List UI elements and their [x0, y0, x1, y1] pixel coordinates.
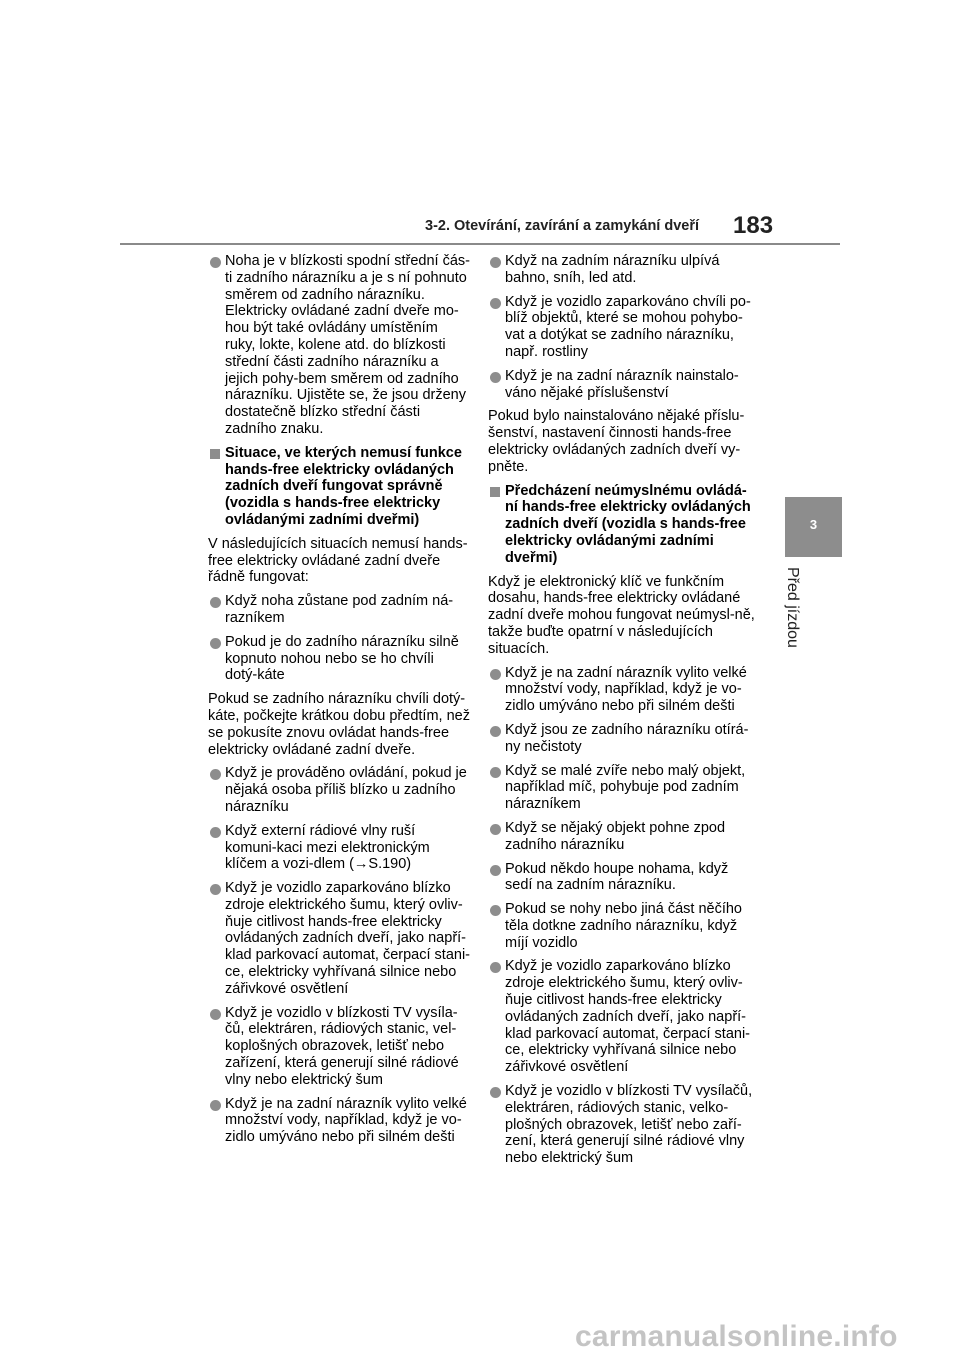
bullet-item [488, 253, 756, 287]
bullet-text: Když je vozidlo zaparkováno chvíli po-blíž objektů, které se mohou pohybo-vat a dotýkat se zadního nárazníku, např. rostliny [505, 293, 751, 360]
bullet-text: Noha je v blízkosti spodní střední čás-ti zadního nárazníku a je s ní pohnuto směrem od zadního nárazníku. Elektricky ovládané zadní dveře mo-hou být také ovládány umístěním ruky, lokte, kolene atd. do blízkosti střední části zadního nárazníku a jejich pohy-bem směrem od zadního nárazníku. Ujistěte se, že jsou drženy dostatečně blízko střední části zadního znaku. [225, 253, 471, 437]
bullet-item [208, 1096, 470, 1146]
bullet-item [488, 763, 756, 813]
bullet-dot-icon [210, 1009, 221, 1020]
bullet-text: Když je na zadní nárazník nainstalo-váno nějaké příslušenství [505, 367, 739, 401]
bullet-dot-icon [210, 597, 221, 608]
bullet-dot-icon [210, 257, 221, 268]
bullet-item [208, 1005, 470, 1089]
bullet-item [488, 861, 756, 895]
paragraph [488, 574, 756, 658]
bullet-text: Pokud někdo houpe nohama, když sedí na zadním nárazníku. [505, 860, 729, 894]
bullet-text: Když se malé zvíře nebo malý objekt, například míč, pohybuje pod zadním nárazníkem [505, 762, 746, 813]
section-title: 3-2. Otevírání, zavírání a zamykání dveří [425, 218, 700, 234]
section-heading [208, 445, 470, 529]
bullet-text: Když je vozidlo zaparkováno blízko zdroje elektrického šumu, který ovliv-ňuje citlivost hands-free elektricky ovládaných zadních dveří, jako napří-klad parkovací automat, čerpací stani-ce, elektricky vyhřívaná silnice nebo zářivkové osvětlení [225, 880, 471, 997]
bullet-item [488, 901, 756, 951]
bullet-dot-icon [490, 726, 501, 737]
bullet-dot-icon [490, 669, 501, 680]
bullet-item [488, 820, 756, 854]
bullet-text: Když je prováděno ovládání, pokud je nějaká osoba příliš blízko u zadního nárazníku [225, 765, 467, 815]
bullet-text: Pokud je do zadního nárazníku silně kopnuto nohou nebo se ho chvíli dotý-káte [225, 633, 459, 684]
section-heading [488, 483, 756, 567]
watermark[interactable]: carmanualsonline.info [575, 1320, 898, 1353]
bullet-item [488, 722, 756, 756]
paragraph [208, 691, 470, 758]
bullet-text: Když je vozidlo v blízkosti TV vysíla-čů, elektráren, rádiových stanic, vel-koplošných obrazovek, letišť nebo zařízení, která generují silné rádiové vlny nebo elektrický šum [225, 1004, 459, 1088]
page-number: 183 [733, 212, 774, 239]
bullet-text: Když na zadním nárazníku ulpívá bahno, sníh, led atd. [505, 253, 720, 286]
para-text: Pokud se zadního nárazníku chvíli dotý-káte, počkejte krátkou dobu předtím, než se pokusíte znovu ovládat hands-free elektricky ovládané zadní dveře. [208, 691, 470, 758]
bullet-item [488, 1083, 756, 1167]
para-text: Pokud bylo nainstalováno nějaké příslu-šenství, nastavení činnosti hands-free elektricky ovládaných zadních dveří vy-pněte. [488, 408, 745, 475]
heading-text: Předcházení neúmyslnému ovládá-ní hands-free elektricky ovládaných zadních dveří (vozidla s hands-free elektricky ovládanými zadními dveřmi) [505, 482, 751, 566]
bullet-text: Když je vozidlo zaparkováno blízko zdroje elektrického šumu, který ovliv-ňuje citlivost hands-free elektricky ovládaných zadních dveří, jako napří-klad parkovací automat, čerpací stani-ce, elektricky vyhřívaná silnice nebo zářivkové osvětlení [505, 958, 751, 1076]
bullet-dot-icon [490, 372, 501, 383]
heading-text: Situace, ve kterých nemusí funkce hands-free elektricky ovládaných zadních dveří fungovat správně (vozidla s hands-free elektricky ovládanými zadními dveřmi) [225, 444, 462, 528]
bullet-dot-icon [490, 298, 501, 309]
bullet-text: Když jsou ze zadního nárazníku otírá-ny nečistoty [505, 721, 749, 755]
bullet-dot-icon [210, 638, 221, 649]
square-marker-icon [490, 487, 500, 497]
left-column [208, 253, 470, 1153]
bullet-text: Když je vozidlo v blízkosti TV vysílačů, elektráren, rádiových stanic, velko-plošných obrazovek, letišť nebo zaří-zení, která generují silné rádiové vlny nebo elektrický šum [505, 1083, 753, 1167]
bullet-dot-icon [210, 827, 221, 838]
bullet-item [208, 253, 470, 438]
bullet-item [488, 958, 756, 1076]
bullet-dot-icon [210, 884, 221, 895]
bullet-text: Pokud se nohy nebo jiná část něčího těla dotkne zadního nárazníku, když míjí vozidlo [505, 901, 742, 951]
bullet-dot-icon [490, 962, 501, 973]
bullet-dot-icon [490, 865, 501, 876]
bullet-dot-icon [490, 824, 501, 835]
bullet-dot-icon [210, 769, 221, 780]
bullet-dot-icon [490, 1087, 501, 1098]
right-column [488, 253, 756, 1174]
bullet-item [208, 765, 470, 815]
bullet-text: Když externí rádiové vlny ruší komuni-kaci mezi elektronickým klíčem a vozi-dlem (→S.190) [225, 822, 430, 873]
bullet-text: Když se nějaký objekt pohne zpod zadního nárazníku [505, 819, 726, 853]
chapter-title: Před jízdou [784, 567, 801, 648]
bullet-item [208, 880, 470, 998]
bullet-item [208, 823, 470, 873]
para-text: Když je elektronický klíč ve funkčním dosahu, hands-free elektricky ovládané zadní dveře mohou fungovat neúmysl-ně, takže buďte opatrní v následujících situacích. [488, 573, 755, 657]
para-text: V následujících situacích nemusí hands-free elektricky ovládané zadní dveře řádně fungovat: [208, 535, 468, 586]
bullet-item [208, 593, 470, 627]
chapter-number: 3 [809, 517, 818, 532]
bullet-item [488, 368, 756, 402]
bullet-item [488, 665, 756, 715]
bullet-text: Když je na zadní nárazník vylito velké množství vody, například, když je vo-zidlo umýváno nebo při silném dešti [505, 664, 747, 715]
bullet-dot-icon [210, 1100, 221, 1111]
square-marker-icon [210, 449, 220, 459]
bullet-item [208, 634, 470, 684]
bullet-dot-icon [490, 767, 501, 778]
paragraph [488, 408, 756, 475]
paragraph [208, 536, 470, 586]
bullet-item [488, 294, 756, 361]
bullet-text: Když je na zadní nárazník vylito velké množství vody, například, když je vo-zidlo umýváno nebo při silném dešti [225, 1095, 467, 1146]
header-divider [120, 243, 840, 245]
bullet-dot-icon [490, 905, 501, 916]
bullet-text: Když noha zůstane pod zadním ná-razníkem [225, 593, 454, 626]
bullet-dot-icon [490, 257, 501, 268]
